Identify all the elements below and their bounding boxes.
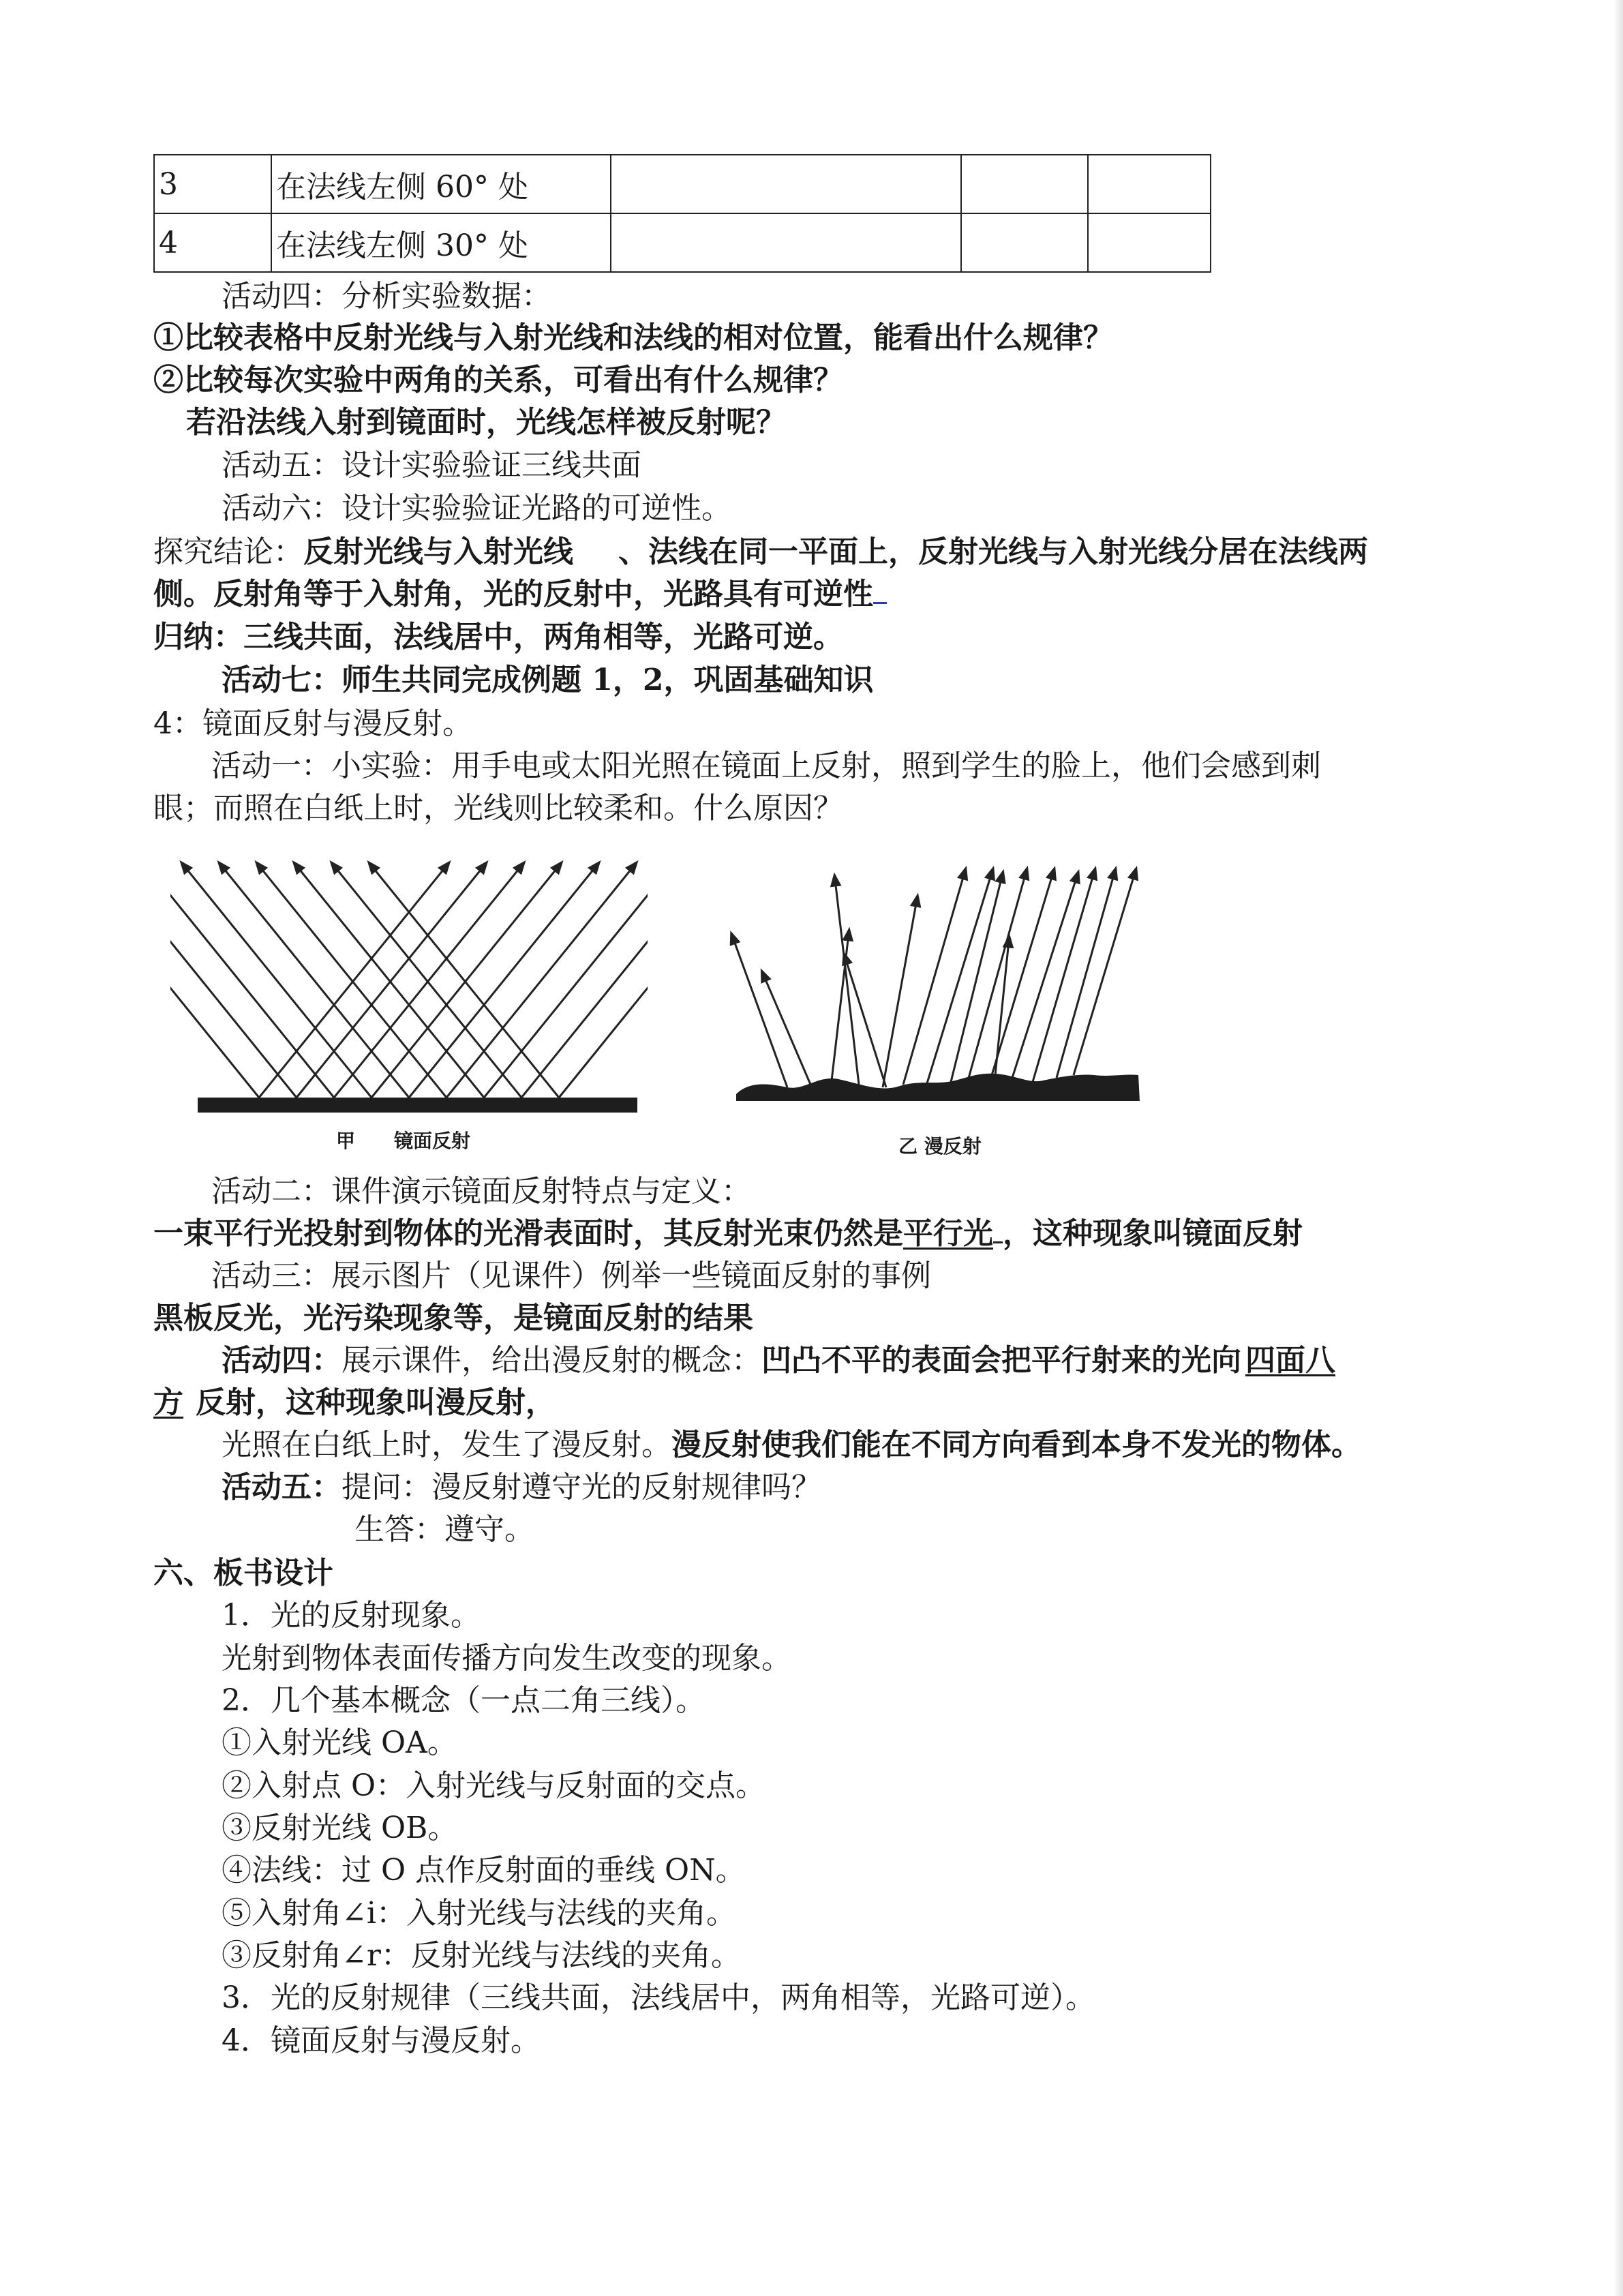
board-item-2-2: ②入射点 O：入射光线与反射面的交点。 bbox=[222, 1768, 766, 1803]
incident-ray bbox=[184, 866, 371, 1098]
section-4-title: 4：镜面反射与漫反射。 bbox=[153, 706, 472, 741]
table-cell: 3 bbox=[154, 155, 271, 213]
activity-5: 活动五：设计实验验证三线共面 bbox=[222, 448, 641, 483]
reflected-ray bbox=[446, 866, 634, 1098]
question-3: 若沿法线入射到镜面时，光线怎样被反射呢？ bbox=[186, 405, 786, 440]
page-edge-shadow bbox=[1613, 0, 1623, 2296]
board-item-2-5: ⑤入射角∠i：入射光线与法线的夹角。 bbox=[222, 1896, 736, 1931]
board-item-1-text: 光射到物体表面传播方向发生改变的现象。 bbox=[222, 1641, 791, 1676]
board-item-1: 1．光的反射现象。 bbox=[222, 1598, 481, 1633]
board-item-2-6: ③反射角∠r：反射光线与法线的夹角。 bbox=[222, 1938, 741, 1973]
diffuse-definition-end: 反射，这种现象叫漫反射， bbox=[196, 1385, 556, 1420]
incident-ray bbox=[222, 866, 409, 1098]
rough-surface bbox=[736, 1074, 1140, 1101]
activity-2: 活动二：课件演示镜面反射特点与定义： bbox=[211, 1174, 751, 1209]
activity-4b-text: 展示课件，给出漫反射的概念： bbox=[342, 1343, 761, 1378]
summary: 归纳：三线共面，法线居中，两角相等，光路可逆。 bbox=[153, 620, 843, 654]
specular-caption: 镜面反射 bbox=[394, 1130, 471, 1152]
diffuse-ray bbox=[1074, 873, 1135, 1075]
diffuse-caption: 乙 漫反射 bbox=[898, 1135, 982, 1158]
incident-ray bbox=[170, 866, 259, 1098]
specular-caption-label: 甲 bbox=[336, 1130, 356, 1152]
board-item-2-3: ③反射光线 OB。 bbox=[222, 1811, 458, 1845]
answer-blank bbox=[993, 1214, 1003, 1243]
activity-4b-line-1 bbox=[222, 1340, 1335, 1381]
board-item-2-1: ①入射光线 OA。 bbox=[222, 1725, 457, 1760]
table-cell bbox=[1088, 155, 1211, 213]
activity-4b-line-3 bbox=[222, 1425, 1361, 1466]
reflected-ray bbox=[409, 866, 596, 1098]
student-answer: 生答：遵守。 bbox=[354, 1512, 534, 1547]
diffuse-ray bbox=[832, 934, 849, 1081]
question-1: ①比较表格中反射光线与入射光线和法线的相对位置，能看出什么规律？ bbox=[153, 320, 1113, 355]
table-cell bbox=[961, 155, 1088, 213]
activity-1-line-2: 眼；而照在白纸上时，光线则比较柔和。什么原因？ bbox=[153, 791, 843, 826]
definition-text-b: ，这种现象叫镜面反射 bbox=[1003, 1216, 1303, 1251]
diffuse-ray-group bbox=[733, 873, 1135, 1087]
activity-5b bbox=[222, 1467, 821, 1508]
board-item-4: 4．镜面反射与漫反射。 bbox=[222, 2023, 541, 2058]
activity-1-line-1: 活动一：小实验：用手电或太阳光照在镜面上反射，照到学生的脸上，他们会感到刺 bbox=[211, 749, 1321, 783]
board-item-2-4: ④法线：过 O 点作反射面的垂线 ON。 bbox=[222, 1853, 746, 1888]
activity-7: 活动七：师生共同完成例题 1，2，巩固基础知识 bbox=[222, 663, 874, 697]
table-cell bbox=[961, 213, 1088, 272]
diffuse-fill-2: 方 bbox=[153, 1385, 183, 1420]
conclusion-prefix: 探究结论： bbox=[153, 534, 303, 569]
board-item-2: 2．几个基本概念（一点二角三线）。 bbox=[222, 1683, 706, 1718]
diffuse-ray bbox=[763, 975, 811, 1086]
experiment-table bbox=[153, 154, 1211, 273]
activity-4b-bold: 漫反射使我们能在不同方向看到本身不发光的物体。 bbox=[671, 1428, 1361, 1462]
diffuse-ray bbox=[835, 879, 859, 1085]
activity-4b-line-2 bbox=[153, 1383, 556, 1423]
activity-4b-label: 活动四： bbox=[222, 1343, 342, 1378]
table-cell bbox=[611, 155, 961, 213]
diffuse-definition: 凹凸不平的表面会把平行射来的光向 bbox=[761, 1343, 1241, 1378]
definition-fill: 平行光 bbox=[903, 1216, 993, 1251]
activity-4-title: 活动四：分析实验数据： bbox=[222, 279, 551, 314]
specular-definition bbox=[153, 1213, 1303, 1254]
conclusion-text-b: 、法线在同一平面上，反射光线与入射光线分居在法线两 bbox=[618, 534, 1368, 569]
activity-3-answer: 黑板反光，光污染现象等，是镜面反射的结果 bbox=[153, 1301, 753, 1335]
question-2: ②比较每次实验中两角的关系，可看出有什么规律？ bbox=[153, 363, 843, 397]
table-cell bbox=[1088, 213, 1211, 272]
definition-text-a: 一束平行光投射到物体的光滑表面时，其反射光束仍然是 bbox=[153, 1216, 903, 1251]
specular-reflection-figure bbox=[170, 856, 648, 1162]
board-item-3: 3．光的反射规律（三线共面，法线居中，两角相等，光路可逆）。 bbox=[222, 1980, 1095, 2015]
specular-ray-group bbox=[170, 866, 648, 1098]
mirror-surface bbox=[198, 1098, 637, 1113]
section-6-title: 六、板书设计 bbox=[153, 1556, 333, 1590]
table-row bbox=[154, 213, 1211, 272]
incident-ray bbox=[170, 866, 334, 1098]
conclusion-line-2 bbox=[153, 574, 887, 615]
reflected-ray bbox=[484, 866, 648, 1098]
table-cell: 在法线左侧 30° 处 bbox=[271, 213, 611, 272]
diffuse-ray bbox=[883, 900, 917, 1087]
conclusion-text-a: 反射光线与入射光线 bbox=[303, 534, 573, 569]
activity-5b-text: 提问：漫反射遵守光的反射规律吗？ bbox=[342, 1470, 821, 1505]
activity-6: 活动六：设计实验验证光路的可逆性。 bbox=[222, 491, 731, 526]
conclusion-text-c: 侧。反射角等于入射角，光的反射中，光路具有可逆性 bbox=[153, 577, 873, 611]
answer-blank bbox=[873, 575, 887, 604]
activity-3: 活动三：展示图片（见课件）例举一些镜面反射的事例 bbox=[211, 1258, 931, 1293]
table-cell: 4 bbox=[154, 213, 271, 272]
diffuse-fill-1: 四面八 bbox=[1245, 1343, 1335, 1378]
reflected-ray bbox=[559, 866, 648, 1098]
activity-5b-label: 活动五： bbox=[222, 1470, 342, 1505]
diffuse-ray bbox=[903, 873, 965, 1085]
conclusion-line-1 bbox=[153, 532, 1368, 573]
table-row bbox=[154, 155, 1211, 213]
table-cell: 在法线左侧 60° 处 bbox=[271, 155, 611, 213]
activity-4b-text-2: 光照在白纸上时，发生了漫反射。 bbox=[222, 1428, 671, 1462]
table-cell bbox=[611, 213, 961, 272]
diffuse-reflection-figure bbox=[723, 856, 1159, 1162]
